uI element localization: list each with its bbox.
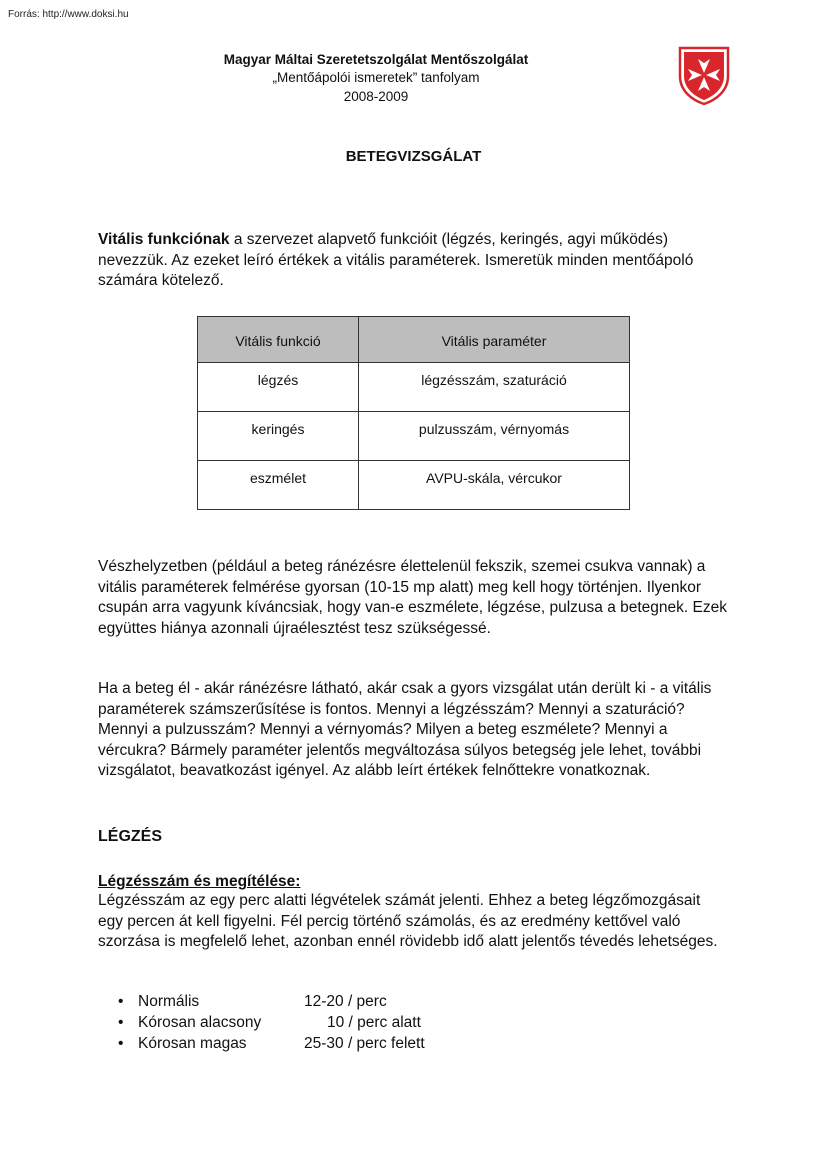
- respiratory-paragraph: Légzésszám az egy perc alatti légvételek számát jelenti. Ehhez a beteg légzőmozgásait egy percen át kell figyelni. Fél percig történő számolás, és az eredmény kettővel való szorzása is megfelelő lehet, azonban ennél rövidebb idő alatt jelentős tévedés lehetséges.: [98, 892, 718, 950]
- bullet-icon: •: [118, 993, 124, 1010]
- list-item: [118, 993, 518, 1014]
- intro-text: a szervezet alapvető funkcióit (légzés, keringés, agyi működés) nevezzük. Az ezeket leíró értékek a vitális paraméterek. Ismeretük minden mentőápoló számára kötelező.: [98, 231, 694, 289]
- value-label: Normális: [138, 993, 200, 1010]
- header-year: 2008-2009: [343, 89, 409, 104]
- table-header-function: Vitális funkció: [198, 317, 359, 363]
- table-cell-function: keringés: [198, 412, 359, 461]
- value-range: 10 / perc alatt: [327, 1014, 421, 1031]
- subsection-title-respiratory-rate: Légzésszám és megítélése:: [98, 873, 301, 890]
- respiratory-values-list: [118, 993, 518, 1056]
- table-row: [198, 363, 630, 412]
- bullet-icon: •: [118, 1014, 124, 1031]
- value-range: 25-30 / perc felett: [304, 1035, 425, 1052]
- table-cell-function: légzés: [198, 363, 359, 412]
- table-cell-parameter: légzésszám, szaturáció: [359, 363, 630, 412]
- table-cell-function: eszmélet: [198, 461, 359, 510]
- table-cell-parameter: AVPU-skála, vércukor: [359, 461, 630, 510]
- bullet-icon: •: [118, 1035, 124, 1052]
- table-row: [198, 461, 630, 510]
- value-label: Kórosan alacsony: [138, 1014, 262, 1031]
- intro-term: Vitális funkciónak: [98, 231, 230, 248]
- maltese-cross-shield-icon: [678, 46, 730, 106]
- table-cell-parameter: pulzusszám, vérnyomás: [359, 412, 630, 461]
- table-row: [198, 412, 630, 461]
- source-note: Forrás: http://www.doksi.hu: [8, 9, 129, 20]
- header-organization: Magyar Máltai Szeretetszolgálat Mentőszolgálat: [223, 52, 529, 67]
- value-label: Kórosan magas: [138, 1035, 247, 1052]
- intro-paragraph: [98, 230, 728, 292]
- header-course: „Mentőápolói ismeretek” tanfolyam: [272, 70, 480, 85]
- table-header-parameter: Vitális paraméter: [359, 317, 630, 363]
- list-item: [118, 1014, 518, 1035]
- value-range: 12-20 / perc: [304, 993, 387, 1010]
- table-header-row: [198, 317, 630, 363]
- vital-table: [197, 316, 630, 510]
- list-item: [118, 1035, 518, 1056]
- page-title: BETEGVIZSGÁLAT: [345, 148, 482, 165]
- alive-paragraph: Ha a beteg él - akár ránézésre látható, akár csak a gyors vizsgálat után derült ki - a vitális paraméterek számszerűsítése is fontos. Mennyi a légzésszám? Mennyi a szaturáció? Mennyi a pulzusszám? Mennyi a vérnyomás? Milyen a beteg eszmélete? Mennyi a vércukra? Bármely paraméter jelentős megváltozása súlyos betegség jele lehet, további vizsgálatot, beavatkozást igényel. Az alább leírt értékek felnőttekre vonatkoznak.: [98, 680, 712, 779]
- emergency-paragraph: Vészhelyzetben (például a beteg ránézésre élettelenül fekszik, szemei csukva vannak) a vitális paraméterek felmérése gyorsan (10-15 mp alatt) meg kell hogy történjen. Ilyenkor csupán arra vagyunk kíváncsiak, hogy van-e eszmélete, légzése, pulzusa a betegnek. Ezek együttes hiánya azonnali újraélesztést tesz szükségessé.: [98, 558, 727, 637]
- section-title-breathing: LÉGZÉS: [98, 828, 163, 845]
